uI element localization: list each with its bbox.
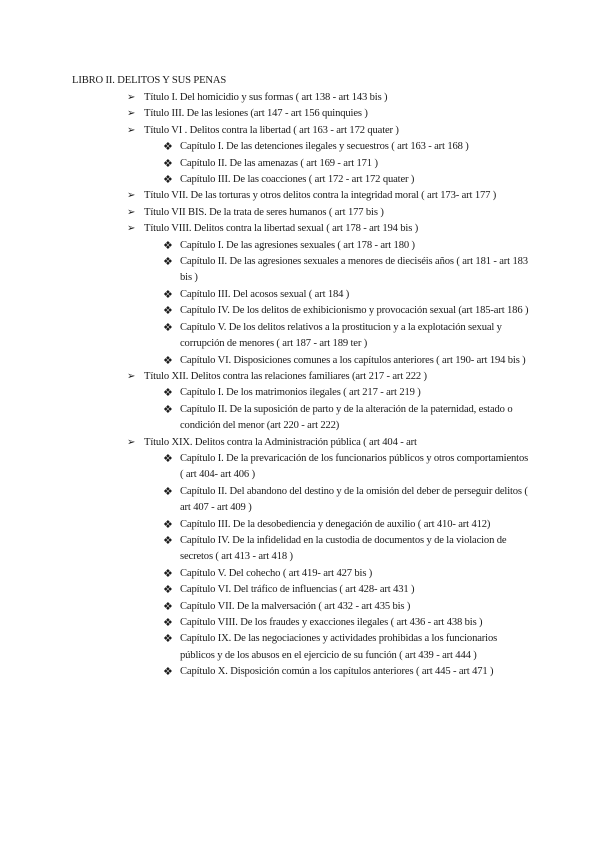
titulo-text: Título VII. De las torturas y otros delitos contra la integridad moral ( art 173- art 177 ) <box>144 190 497 202</box>
capitulo-text: Capítulo VI. Disposiciones comunes a los capítulos anteriores ( art 190- art 194 bis ) <box>180 354 526 366</box>
titulo-text: Título VI . Delitos contra la libertad ( art 163 - art 172 quater ) <box>144 124 399 136</box>
diamond-bullet-icon: ❖ <box>163 354 173 367</box>
capitulo-item <box>72 303 532 319</box>
titulo-text: Título XIX. Delitos contra la Administración pública ( art 404 - art <box>144 436 417 448</box>
capitulo-item <box>72 385 532 401</box>
diamond-bullet-icon: ❖ <box>163 534 173 547</box>
capitulo-text: Capítulo X. Disposición común a los capítulos anteriores ( art 445 - art 471 ) <box>180 666 494 678</box>
titulo-item <box>72 221 532 237</box>
capitulo-text: Capítulo I. De la prevaricación de los funcionarios públicos y otros comportamientos ( art 404- art 406 ) <box>180 452 529 481</box>
capitulo-text: Capítulo III. De las coacciones ( art 172 - art 172 quater ) <box>180 174 415 186</box>
titulo-text: Título I. Del homicidio y sus formas ( art 138 - art 143 bis ) <box>144 92 388 103</box>
diamond-bullet-icon: ❖ <box>163 305 173 318</box>
titulo-item <box>72 123 532 139</box>
capitulo-text: Capítulo VII. De la malversación ( art 432 - art 435 bis ) <box>180 600 411 612</box>
capitulo-item <box>72 582 532 598</box>
capitulo-item <box>72 517 532 533</box>
diamond-bullet-icon: ❖ <box>163 567 173 580</box>
diamond-bullet-icon: ❖ <box>163 321 173 334</box>
arrow-bullet-icon: ➢ <box>127 190 136 202</box>
titulo-item <box>72 435 532 451</box>
capitulo-text: Capítulo V. De los delitos relativos a la prostitucion y a la explotación sexual y corrupción de menores ( art 187 - art 189 ter ) <box>180 321 502 350</box>
capitulo-item <box>72 320 532 353</box>
capitulo-item <box>72 484 532 517</box>
titulo-text: Título VII BIS. De la trata de seres humanos ( art 177 bis ) <box>144 206 384 218</box>
capitulo-text: Capítulo VIII. De los fraudes y exacciones ilegales ( art 436 - art 438 bis ) <box>180 617 483 628</box>
capitulo-item <box>72 599 532 615</box>
capitulo-item <box>72 664 532 680</box>
capitulo-item <box>72 566 532 582</box>
capitulo-item <box>72 172 532 188</box>
capitulo-text: Capítulo V. Del cohecho ( art 419- art 427 bis ) <box>180 567 373 579</box>
diamond-bullet-icon: ❖ <box>163 617 173 629</box>
capitulo-item <box>72 533 532 566</box>
diamond-bullet-icon: ❖ <box>163 256 173 269</box>
capitulo-text: Capítulo I. De los matrimonios ilegales ( art 217 - art 219 ) <box>180 387 421 399</box>
diamond-bullet-icon: ❖ <box>163 239 173 252</box>
capitulo-text: Capítulo III. De la desobediencia y denegación de auxilio ( art 410- art 412) <box>180 518 491 530</box>
capitulo-item <box>72 451 532 484</box>
diamond-bullet-icon: ❖ <box>163 403 173 416</box>
titulo-item <box>72 188 532 204</box>
capitulo-item <box>72 156 532 172</box>
diamond-bullet-icon: ❖ <box>163 174 173 187</box>
titulo-text: Título VIII. Delitos contra la libertad sexual ( art 178 - art 194 bis ) <box>144 223 419 235</box>
diamond-bullet-icon: ❖ <box>163 452 173 465</box>
diamond-bullet-icon: ❖ <box>163 518 173 531</box>
capitulo-text: Capítulo VI. Del tráfico de influencias ( art 428- art 431 ) <box>180 584 415 596</box>
diamond-bullet-icon: ❖ <box>163 485 173 498</box>
diamond-bullet-icon: ❖ <box>163 600 173 613</box>
capitulo-text: Capítulo II. De las agresiones sexuales a menores de dieciséis años ( art 181 - art 183 bis ) <box>180 256 528 284</box>
arrow-bullet-icon: ➢ <box>127 206 136 218</box>
arrow-bullet-icon: ➢ <box>127 108 136 120</box>
diamond-bullet-icon: ❖ <box>163 141 173 154</box>
capitulo-text: Capítulo II. De la suposición de parto y de la alteración de la paternidad, estado o condición del menor (art 220 - art 222) <box>180 403 513 432</box>
arrow-bullet-icon: ➢ <box>127 124 136 136</box>
capitulo-text: Capítulo IV. De la infidelidad en la custodia de documentos y de la violacion de secretos ( art 413 - art 418 ) <box>180 534 507 563</box>
diamond-bullet-icon: ❖ <box>163 387 173 400</box>
capitulo-item <box>72 631 532 664</box>
diamond-bullet-icon: ❖ <box>163 666 173 679</box>
capitulo-text: Capítulo II. Del abandono del destino y de la omisión del deber de perseguir delitos ( art 407 - art 409 ) <box>180 485 528 514</box>
diamond-bullet-icon: ❖ <box>163 584 173 597</box>
titulo-item <box>72 106 532 122</box>
arrow-bullet-icon: ➢ <box>127 92 136 103</box>
arrow-bullet-icon: ➢ <box>127 370 136 382</box>
arrow-bullet-icon: ➢ <box>127 436 136 448</box>
titulo-item <box>72 369 532 385</box>
capitulo-item <box>72 139 532 155</box>
capitulo-text: Capítulo III. Del acosos sexual ( art 184 ) <box>180 288 350 300</box>
titulo-list <box>72 90 532 681</box>
capitulo-text: Capítulo I. De las detenciones ilegales y secuestros ( art 163 - art 168 ) <box>180 141 469 153</box>
capitulo-text: Capítulo I. De las agresiones sexuales ( art 178 - art 180 ) <box>180 239 415 251</box>
capitulo-item <box>72 615 532 631</box>
capitulo-item <box>72 254 532 287</box>
book-title: LIBRO II. DELITOS Y SUS PENAS <box>72 75 227 86</box>
diamond-bullet-icon: ❖ <box>163 633 173 646</box>
titulo-text: Título XII. Delitos contra las relaciones familiares (art 217 - art 222 ) <box>144 370 427 382</box>
diamond-bullet-icon: ❖ <box>163 288 173 301</box>
capitulo-text: Capítulo II. De las amenazas ( art 169 - art 171 ) <box>180 157 378 169</box>
titulo-item <box>72 205 532 221</box>
capitulo-text: Capítulo IX. De las negociaciones y actividades prohibidas a los funcionarios públicos y de los abusos en el ejercicio de su función ( art 439 - art 444 ) <box>180 633 498 661</box>
titulo-item <box>72 90 532 106</box>
capitulo-text: Capítulo IV. De los delitos de exhibicionismo y provocación sexual (art 185-art 186 ) <box>180 305 529 317</box>
arrow-bullet-icon: ➢ <box>127 223 136 235</box>
titulo-text: Título III. De las lesiones (art 147 - art 156 quinquies ) <box>144 108 368 120</box>
diamond-bullet-icon: ❖ <box>163 157 173 170</box>
document-body <box>72 73 532 681</box>
capitulo-item <box>72 353 532 369</box>
capitulo-item <box>72 402 532 435</box>
capitulo-item <box>72 287 532 303</box>
capitulo-item <box>72 238 532 254</box>
